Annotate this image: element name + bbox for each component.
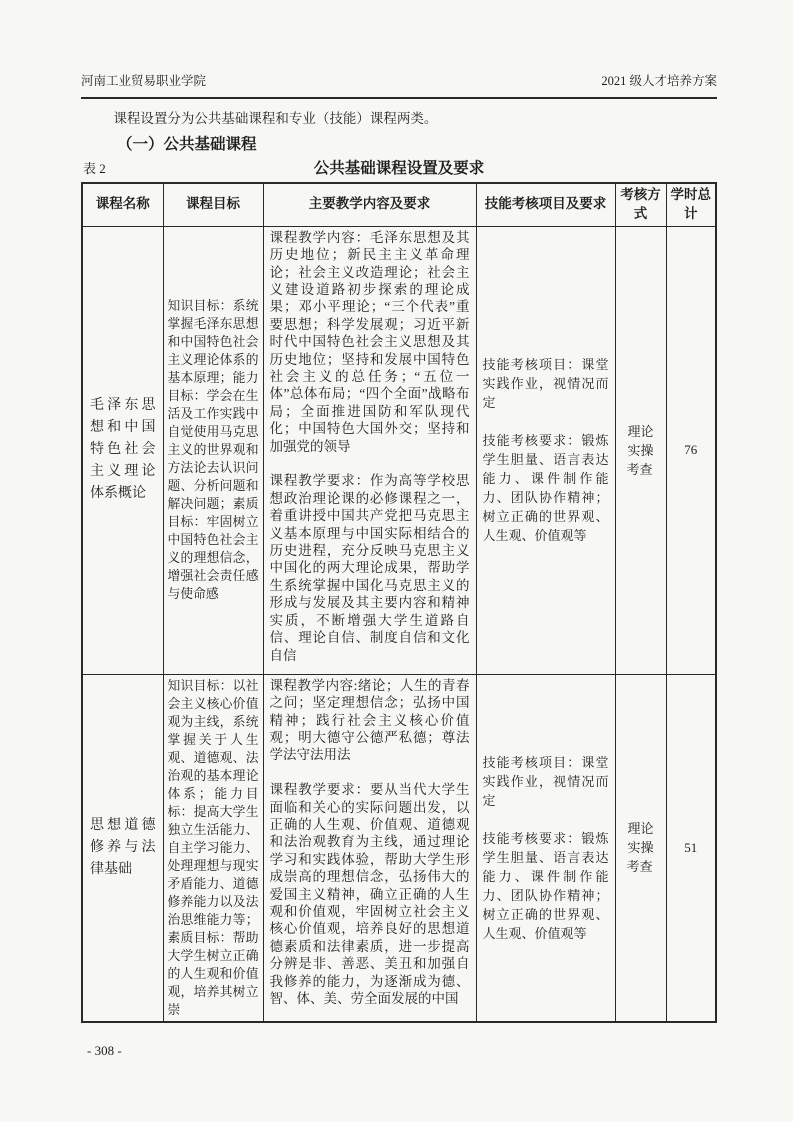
header-school-name: 河南工业贸易职业学院 xyxy=(81,74,207,88)
skill-assessment-item-paragraph: 技能考核项目：课堂实践作业，视情况而定 xyxy=(482,357,609,411)
teaching-content-cell xyxy=(263,226,476,674)
course-name-cell: 思想道德修养与法律基础 xyxy=(82,674,163,1022)
column-header-total-hours: 学时总计 xyxy=(666,183,716,226)
total-hours-cell: 76 xyxy=(666,226,716,674)
exam-method-text: 理论实操考查 xyxy=(626,423,654,477)
header-plan-title: 2021 级人才培养方案 xyxy=(601,74,717,88)
exam-method-cell xyxy=(615,674,666,1022)
skill-assessment-cell xyxy=(476,226,615,674)
teaching-content-paragraph: 课程教学内容:绪论；人生的青春之问；坚定理想信念；弘扬中国精神；践行社会主义核心价值观；明大德守公德严私德；尊法学法守法用法 xyxy=(269,677,470,763)
section-heading: （一）公共基础课程 xyxy=(117,136,257,153)
column-header-teaching-content: 主要教学内容及要求 xyxy=(263,183,476,226)
table-row-maozedong-course xyxy=(82,226,716,674)
teaching-content-cell xyxy=(263,674,476,1022)
skill-assessment-item-paragraph: 技能考核项目：课堂实践作业，视情况而定 xyxy=(482,754,609,808)
total-hours-cell: 51 xyxy=(666,674,716,1022)
exam-method-text: 理论实操考查 xyxy=(626,821,654,875)
course-goal-cell: 知识目标：以社会主义核心价值观为主线，系统掌握关于人生观、道德观、法治观的基本理论体系；能力目标：提高大学生独立生活能力、自主学习能力、处理理想与现实矛盾能力、道德修养能力以及法治思维能力等；素质目标：帮助大学生树立正确的人生观和价值观，培养其树立崇 xyxy=(163,674,263,1022)
skill-assessment-requirement-paragraph: 技能考核要求：锻炼学生胆量、语言表达能力、课件制作能力、团队协作精神；树立正确的世界观、人生观、价值观等 xyxy=(482,433,609,544)
document-page xyxy=(81,0,717,1023)
table-row-morality-law-course xyxy=(82,674,716,1022)
teaching-requirement-paragraph: 课程教学要求：要从当代大学生面临和关心的实际问题出发，以正确的人生观、价值观、道德观和法治观教育为主线，通过理论学习和实践体验，帮助大学生形成崇高的理想信念，弘扬伟大的爱国主义精神，确立正确的人生观和价值观，牢固树立社会主义核心价值观，培养良好的思想道德素质和法律素质，进一步提高分辨是非、善恶、美丑和加强自我修养的能力，为逐渐成为德、智、体、美、劳全面发展的中国 xyxy=(269,782,470,1007)
column-header-exam-method: 考核方式 xyxy=(615,183,666,226)
column-header-course-name: 课程名称 xyxy=(82,183,163,226)
intro-paragraph: 课程设置分为公共基础课程和专业（技能）课程两类。 xyxy=(113,111,438,126)
page-number: - 308 - xyxy=(87,1042,122,1058)
exam-method-cell xyxy=(615,226,666,674)
table-header-row xyxy=(82,183,716,226)
table-title: 公共基础课程设置及要求 xyxy=(313,160,485,177)
skill-assessment-cell xyxy=(476,674,615,1022)
course-goal-cell: 知识目标：系统掌握毛泽东思想和中国特色社会主义理论体系的基本原理；能力目标：学会在生活及工作实践中自觉使用马克思主义的世界观和方法论去认识问题、分析问题和解决问题；素质目标：牢固树立中国特色社会主义的理想信念，增强社会责任感与使命感 xyxy=(163,226,263,674)
teaching-requirement-paragraph: 课程教学要求：作为高等学校思想政治理论课的必修课程之一，着重讲授中国共产党把马克思主义基本原理与中国实际相结合的历史进程，充分反映马克思主义中国化的两大理论成果，帮助学生系统掌握中国化马克思主义的形成与发展及其主要内容和精神实质，不断增强大学生道路自信、理论自信、制度自信和文化自信 xyxy=(269,473,470,663)
page-header xyxy=(81,72,717,99)
course-requirements-table xyxy=(81,182,717,1023)
column-header-skill-assessment: 技能考核项目及要求 xyxy=(476,183,615,226)
table-number-label: 表 2 xyxy=(83,161,106,176)
column-header-course-goal: 课程目标 xyxy=(163,183,263,226)
table-caption xyxy=(81,159,717,179)
teaching-content-paragraph: 课程教学内容：毛泽东思想及其历史地位；新民主主义革命理论；社会主义改造理论；社会主义建设道路初步探索的理论成果；邓小平理论；“三个代表”重要思想；科学发展观；习近平新时代中国特色社会主义思想及其历史地位；坚持和发展中国特色社会主义的总任务；“五位一体”总体布局；“四个全面”战略布局；全面推进国防和军队现代化；中国特色大国外交；坚持和加强党的领导 xyxy=(269,229,470,454)
course-name-cell: 毛泽东思想和中国特色社会主义理论体系概论 xyxy=(82,226,163,674)
skill-assessment-requirement-paragraph: 技能考核要求：锻炼学生胆量、语言表达能力、课件制作能力、团队协作精神；树立正确的世界观、人生观、价值观等 xyxy=(482,830,609,941)
